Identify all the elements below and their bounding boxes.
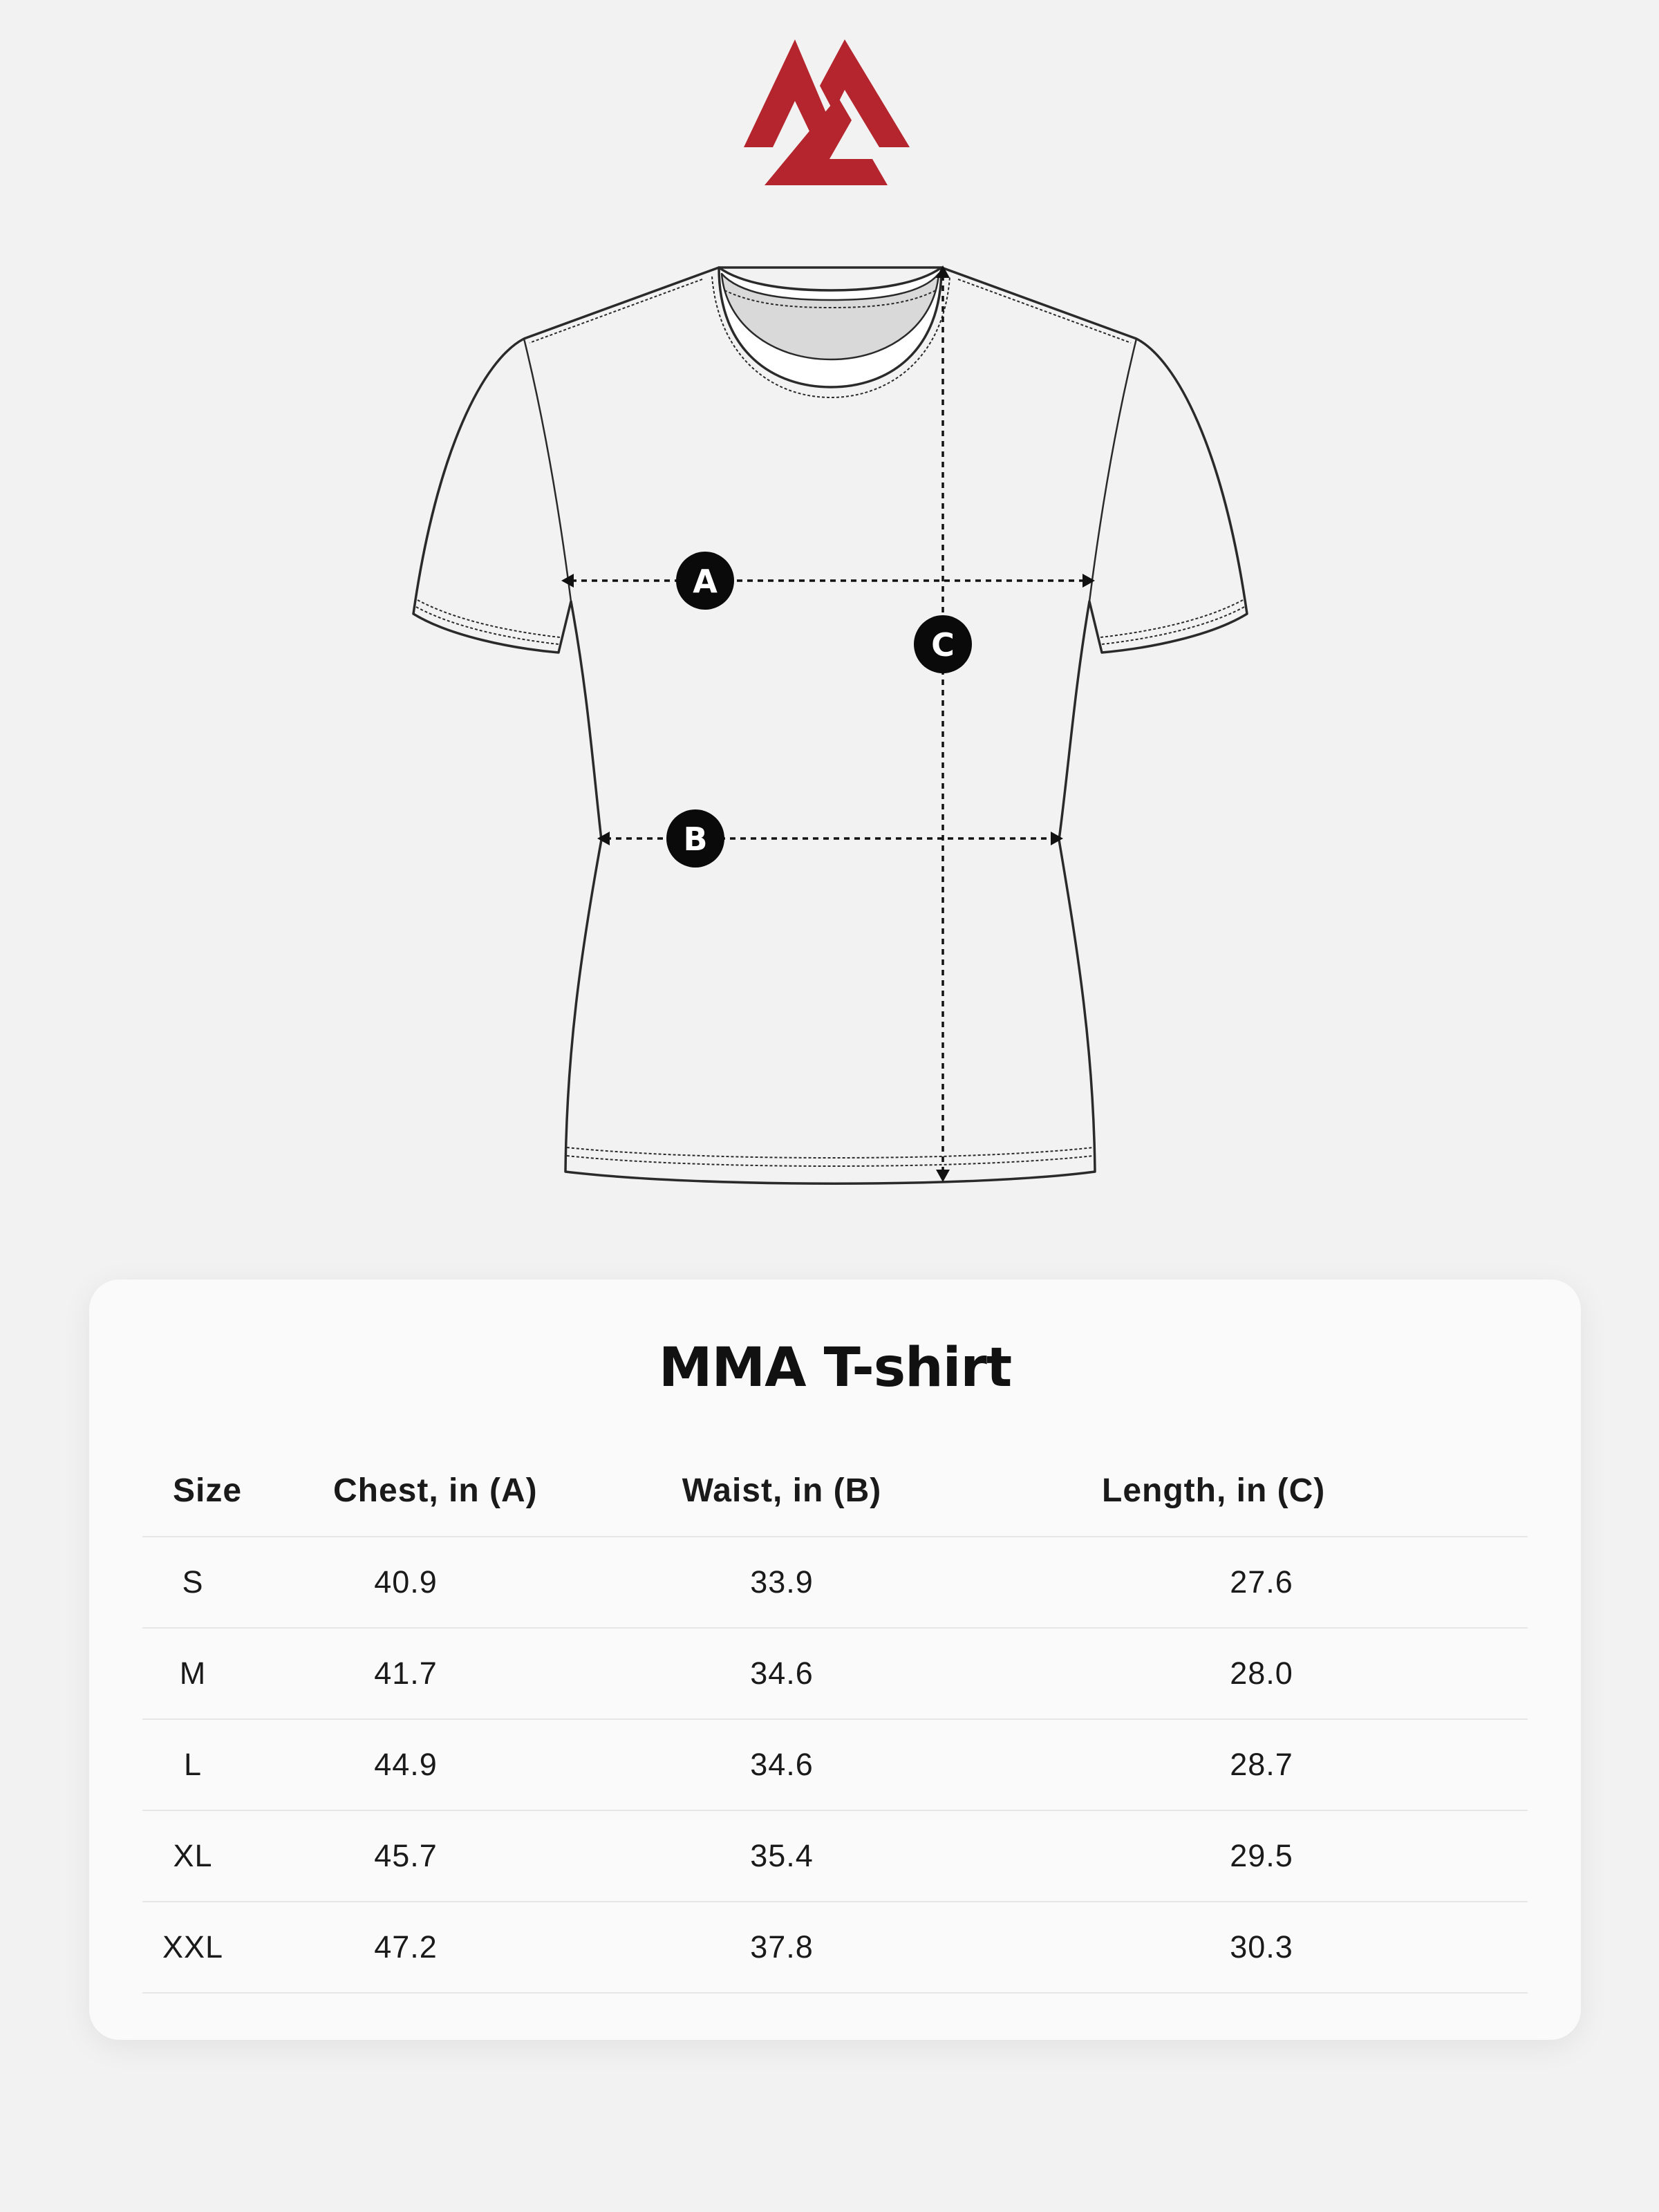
table-row — [142, 1537, 1528, 1628]
table-header-row — [142, 1445, 1528, 1537]
size-cell: M — [142, 1628, 243, 1719]
column-header-length: Length, in (C) — [995, 1445, 1528, 1537]
marker-b — [666, 809, 724, 868]
size-cell: S — [142, 1537, 243, 1628]
table-row — [142, 1719, 1528, 1810]
length-cell: 28.0 — [995, 1628, 1528, 1719]
marker-b-label: B — [683, 821, 708, 858]
chest-cell: 40.9 — [243, 1537, 568, 1628]
table-row — [142, 1628, 1528, 1719]
waist-cell: 37.8 — [568, 1902, 995, 1993]
table-row — [142, 1810, 1528, 1902]
waist-cell: 34.6 — [568, 1628, 995, 1719]
length-cell: 29.5 — [995, 1810, 1528, 1902]
waist-cell: 34.6 — [568, 1719, 995, 1810]
marker-c — [914, 615, 972, 673]
column-header-chest: Chest, in (A) — [243, 1445, 568, 1537]
length-cell: 30.3 — [995, 1902, 1528, 1993]
marker-a-label: A — [693, 563, 718, 600]
chest-cell: 41.7 — [243, 1628, 568, 1719]
waist-cell: 33.9 — [568, 1537, 995, 1628]
length-cell: 28.7 — [995, 1719, 1528, 1810]
size-table — [142, 1445, 1528, 1994]
size-chart-title: MMA T-shirt — [658, 1337, 1012, 1399]
column-header-waist: Waist, in (B) — [568, 1445, 995, 1537]
size-cell: XL — [142, 1810, 243, 1902]
chest-cell: 47.2 — [243, 1902, 568, 1993]
tshirt-outline-icon — [413, 268, 1247, 1183]
waist-cell: 35.4 — [568, 1810, 995, 1902]
size-cell: L — [142, 1719, 243, 1810]
marker-a — [676, 552, 734, 610]
table-row — [142, 1902, 1528, 1993]
size-chart-card — [89, 1280, 1581, 2040]
chest-cell: 44.9 — [243, 1719, 568, 1810]
marker-c-label: C — [931, 626, 955, 664]
length-cell: 27.6 — [995, 1537, 1528, 1628]
size-cell: XXL — [142, 1902, 243, 1993]
chest-cell: 45.7 — [243, 1810, 568, 1902]
column-header-size: Size — [142, 1445, 243, 1537]
